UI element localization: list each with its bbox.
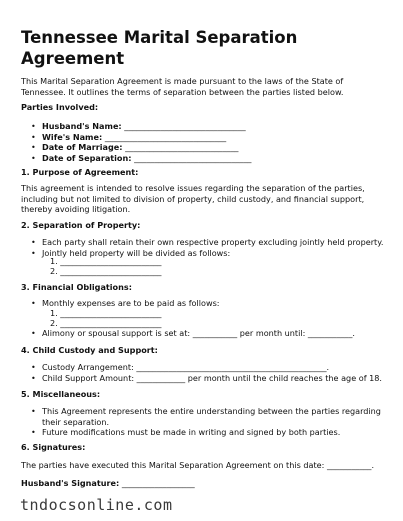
section-1-heading: 1. Purpose of Agreement:	[21, 167, 139, 177]
section-3-bullet-1: • Monthly expenses are to be paid as follows:	[42, 298, 387, 309]
section-2-line-1: 1. _________________________	[50, 256, 162, 266]
section-3-bullet-2: • Alimony or spousal support is set at: ___________ per month until: ___________.	[42, 328, 387, 339]
party-husband-name: • Husband's Name: ______________________________	[42, 121, 387, 132]
section-6-text: The parties have executed this Marital Separation Agreement on this date: ___________.	[21, 460, 375, 470]
husband-signature-line: Husband's Signature: __________________	[21, 478, 195, 488]
section-6-heading: 6. Signatures:	[21, 442, 86, 452]
document-title: Tennessee Marital Separation Agreement	[21, 28, 298, 68]
section-5-heading: 5. Miscellaneous:	[21, 389, 101, 399]
section-2-bullet-1: • Each party shall retain their own respective property excluding jointly held property.	[42, 237, 387, 248]
parties-list	[42, 121, 387, 163]
section-1-text: This agreement is intended to resolve issues regarding the separation of the parties, including but not limited to division of property, child custody, and financial support, thereby avoiding litigation.	[21, 183, 365, 214]
parties-heading: Parties Involved:	[21, 102, 99, 112]
party-wife-name: • Wife's Name: ______________________________	[42, 132, 387, 143]
section-4-bullet-2: • Child Support Amount: ____________ per month until the child reaches the age of 18.	[42, 373, 387, 384]
section-5-bullet-2: • Future modifications must be made in writing and signed by both parties.	[42, 427, 387, 438]
section-4-list	[42, 362, 387, 383]
section-3-heading: 3. Financial Obligations:	[21, 282, 132, 292]
section-3-list-a	[42, 298, 387, 309]
section-3-line-2: 2. _________________________	[50, 318, 162, 328]
section-4-bullet-1: • Custody Arrangement: _______________________________________________.	[42, 362, 387, 373]
watermark: tndocsonline.com	[20, 496, 173, 514]
section-2-heading: 2. Separation of Property:	[21, 220, 141, 230]
section-2-list	[42, 237, 387, 258]
section-5-list	[42, 406, 387, 438]
section-3-line-1: 1. _________________________	[50, 308, 162, 318]
intro-paragraph: This Marital Separation Agreement is made pursuant to the laws of the State of Tennessee. It outlines the terms of separation between the parties listed below.	[21, 76, 344, 97]
section-4-heading: 4. Child Custody and Support:	[21, 345, 158, 355]
party-date-of-marriage: • Date of Marriage: ____________________________	[42, 142, 387, 153]
party-date-of-separation: • Date of Separation: _____________________________	[42, 153, 387, 164]
section-5-bullet-1: • This Agreement represents the entire understanding between the parties regarding their separation.	[42, 406, 387, 427]
section-3-list-b	[42, 328, 387, 339]
section-2-bullet-2: • Jointly held property will be divided as follows:	[42, 248, 387, 259]
section-2-line-2: 2. _________________________	[50, 266, 162, 276]
